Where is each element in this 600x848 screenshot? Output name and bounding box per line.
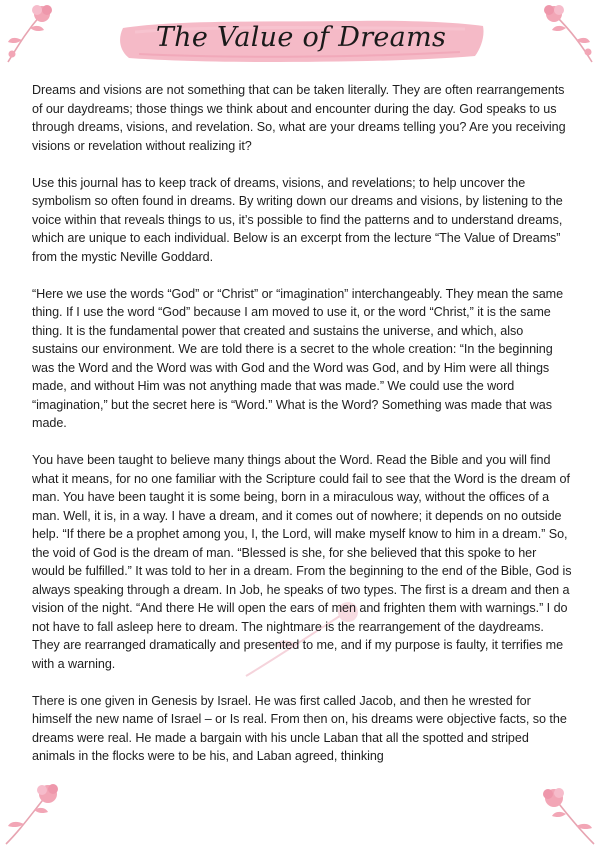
flower-icon — [536, 2, 598, 64]
paragraph: Dreams and visions are not something that can be taken literally. They are often rearrangements of our daydreams; those things we think about and encounter during the day. God speaks to us through dreams, visions, and revelation. So, what are your dreams telling you? Are you receiving visions or revelation without realizing it? — [32, 83, 566, 153]
paragraph: There is one given in Genesis by Israel. He was first called Jacob, and then he wrested for himself the new name of Israel – or Is real. From then on, his dreams were objective facts, so the dreams were real. He made a bargain with his uncle Laban that all the spotted and striped animals in the flocks were to be his, and Laban agreed, thinking — [32, 693, 567, 763]
flower-icon — [2, 780, 66, 846]
page-title: The Value of Dreams — [155, 22, 447, 53]
paragraph: Use this journal has to keep track of dreams, visions, and revelations; to help uncover the symbolism so often found in dreams. By writing down our dreams and visions, by listening to the voice within that reveals things to us, it’s possible to find the patterns and to understand dreams, which are unique to each individual. Below is an excerpt from the lecture “The Value of Dreams” from the mystic Neville Goddard. — [32, 175, 563, 264]
flower-icon — [532, 784, 598, 846]
document-body — [32, 81, 572, 784]
title-banner — [115, 14, 487, 70]
paragraph: You have been taught to believe many things about the Word. Read the Bible and you will find what it means, for no one familiar with the Scripture could fail to see that the Word is the dream of man. You have been taught it is some being, born in a miraculous way, without the offices of a man. Well, it is, in a way. I have a dream, and it comes out of nowhere; it depends on no outside help. “If there be a prophet among you, I, the Lord, will make myself know to him in a dream.” So, the void of God is the dream of man. “Blessed is she, for she believed that this spoke to her would be fulfilled.” It was told to her in a dream. From the beginning to the end of the Bible, God is always speaking through a dream. In Job, he speaks of two types. The first is a dream and then a vision of the night. “And there He will open the ears of men and frighten them with warnings.” I do not have to fall asleep here to dream. The nightmare is the rearrangement of the daydreams. They are rearranged dramatically and presented to me, and if my purpose is faulty, it terrifies me with a warning. — [32, 453, 572, 671]
paragraph: “Here we use the words “God” or “Christ” or “imagination” interchangeably. They mean the same thing. If I use the word “God” because I am moved to use it, or the word “Christ,” it is the same thing. It is the fundamental power that created and sustains the universe, and which, also sustains our environment. We are told there is a secret to the whole creation: “In the beginning was the Word and the Word was with God and the Word was God, and by Him were all things made, and without Him was not anything made that was made.” We could use the word “imagination,” but the secret here is “Word.” What is the Word? Something was made that was made. — [32, 286, 564, 430]
flower-icon — [2, 2, 60, 64]
